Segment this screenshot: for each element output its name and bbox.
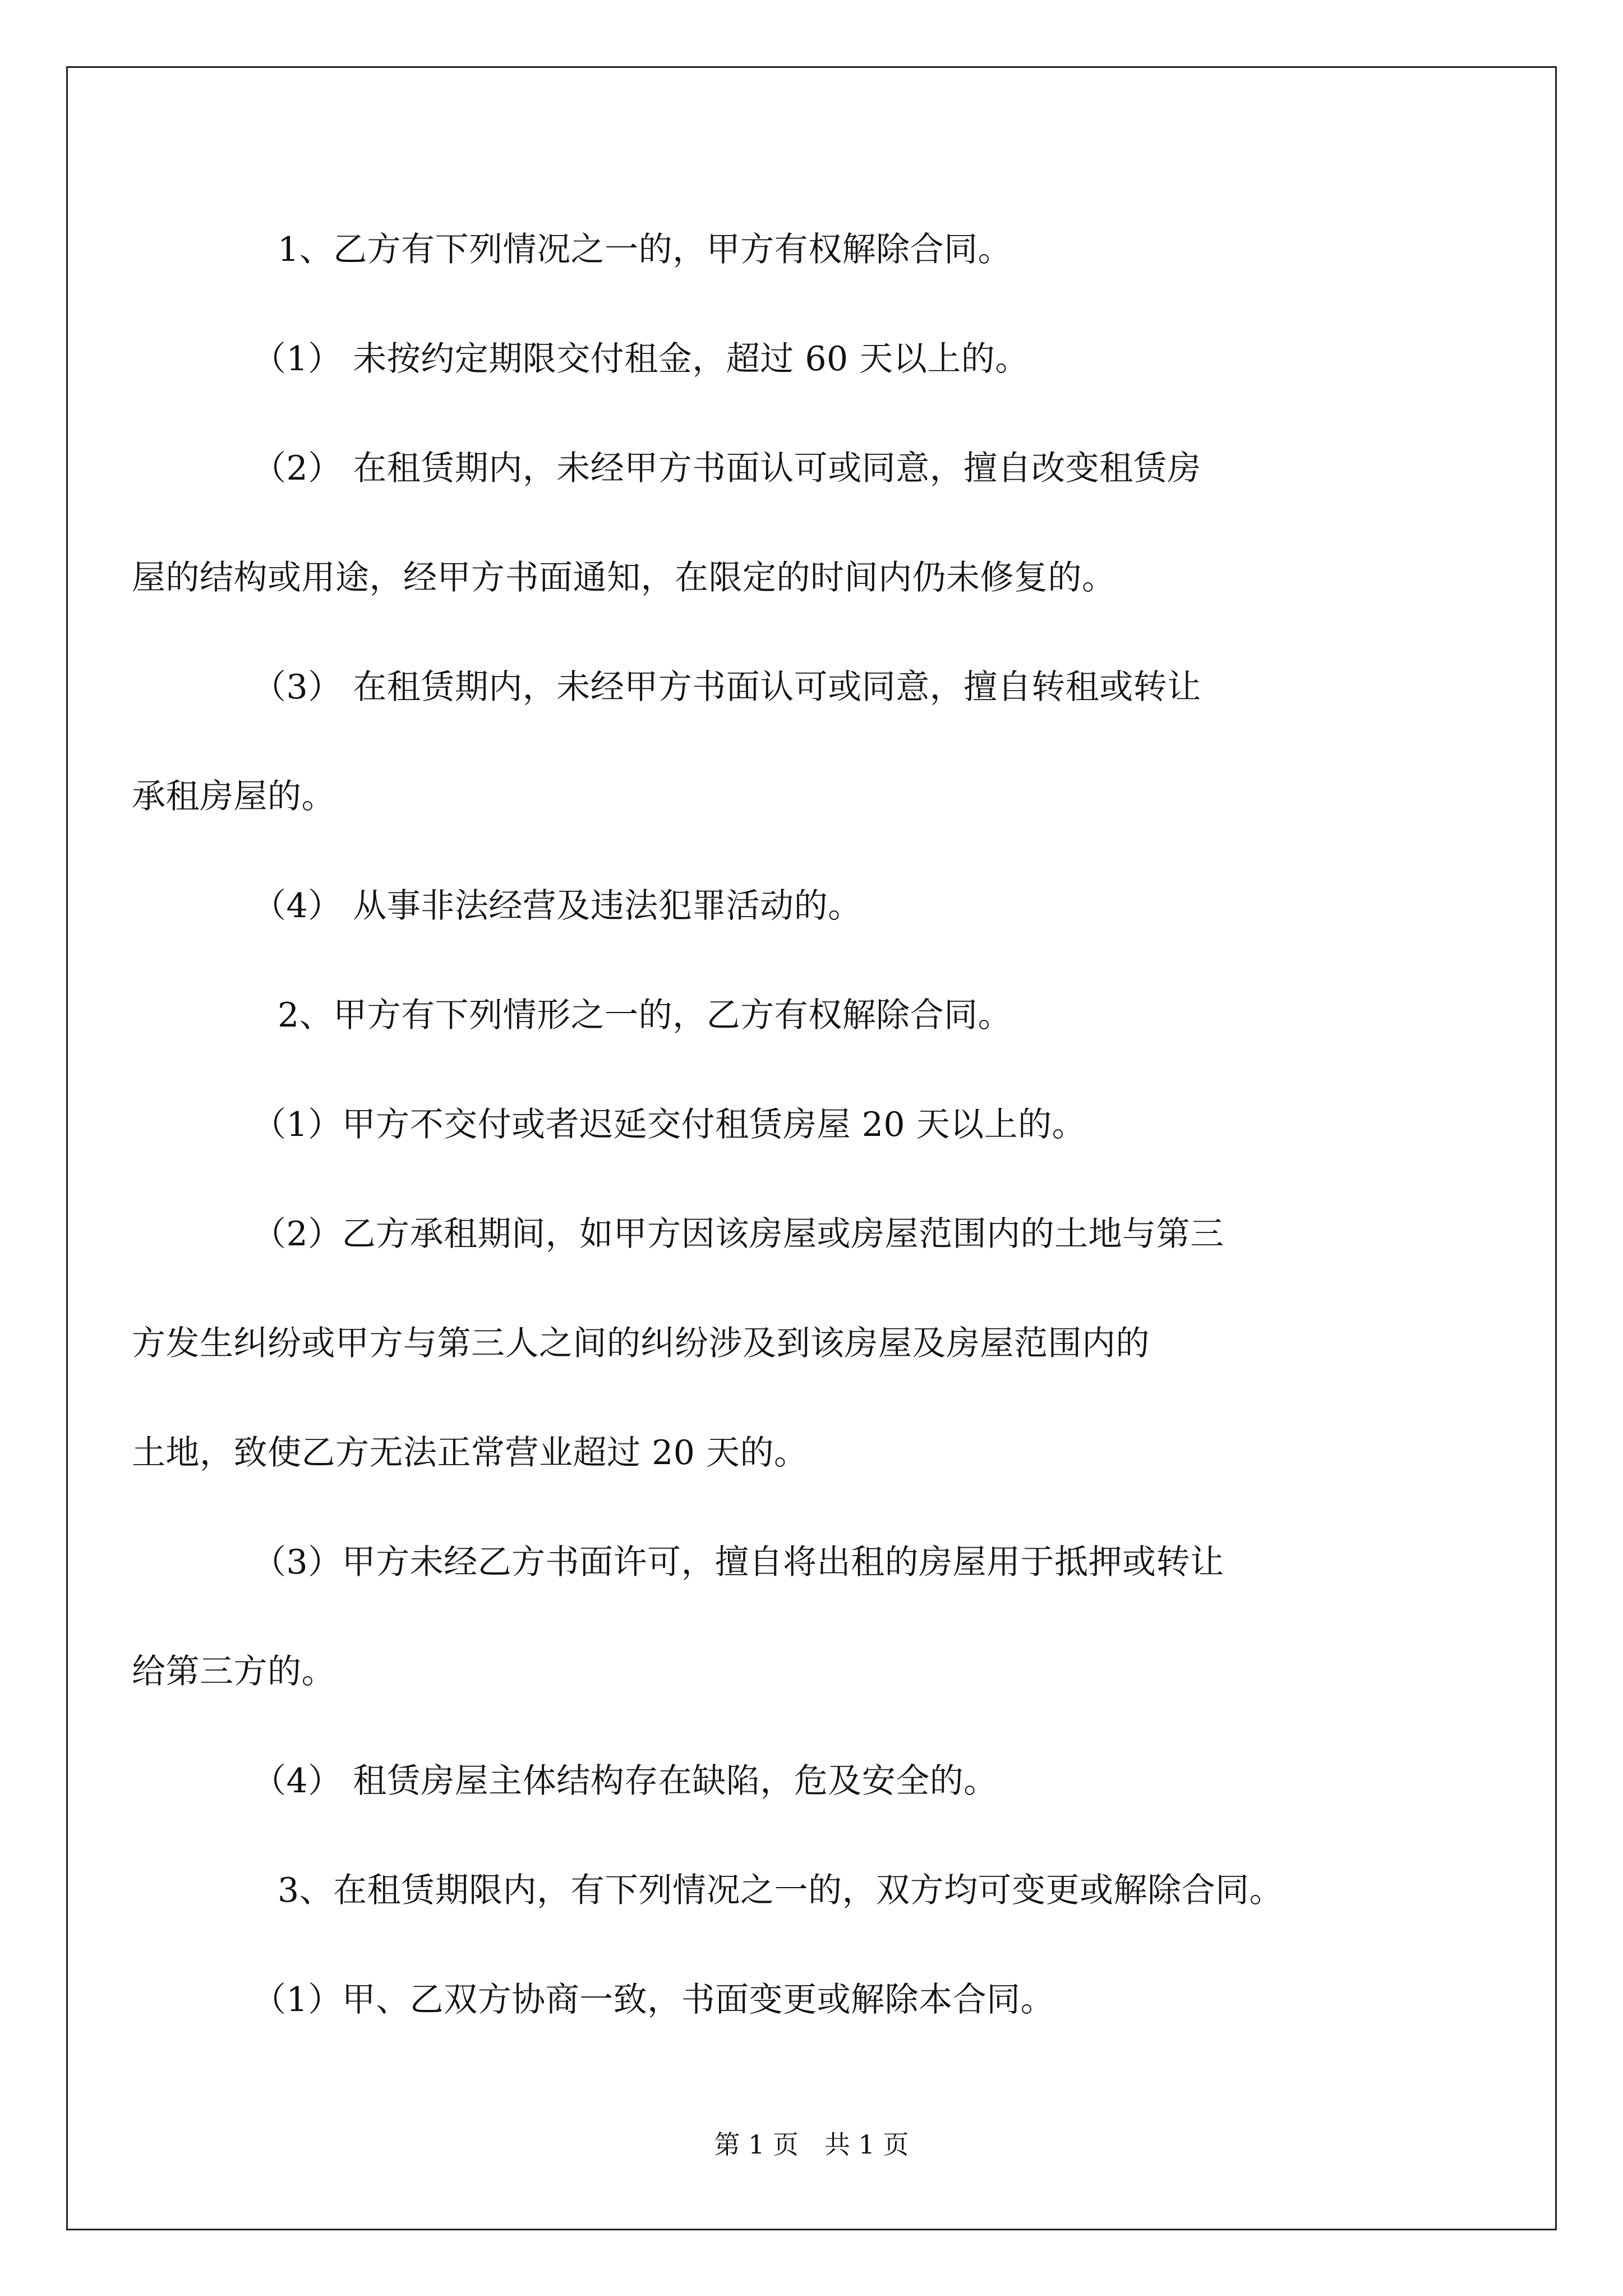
clause-1-item-2-line-2: 屋的结构或用途，经甲方书面通知，在限定的时间内仍未修复的。 bbox=[132, 558, 1116, 597]
clause-1-heading: 1、乙方有下列情况之一的，甲方有权解除合同。 bbox=[278, 230, 1012, 269]
clause-2-item-1: （1）甲方不交付或者迟延交付租赁房屋 20 天以上的。 bbox=[252, 1105, 1086, 1144]
clause-2-item-4: （4） 租赁房屋主体结构存在缺陷，危及安全的。 bbox=[252, 1761, 998, 1801]
clause-2-item-3-line-2: 给第三方的。 bbox=[132, 1652, 335, 1691]
clause-3-item-1: （1）甲、乙双方协商一致，书面变更或解除本合同。 bbox=[252, 1980, 1055, 2019]
clause-1-item-2-line-1: （2） 在租赁期内，未经甲方书面认可或同意，擅自改变租赁房 bbox=[252, 449, 1201, 488]
clause-2-heading: 2、甲方有下列情形之一的，乙方有权解除合同。 bbox=[278, 996, 1012, 1035]
clause-1-item-3-line-1: （3） 在租赁期内，未经甲方书面认可或同意，擅自转租或转让 bbox=[252, 668, 1201, 707]
clause-1-item-4: （4） 从事非法经营及违法犯罪活动的。 bbox=[252, 886, 862, 926]
clause-1-item-1: （1） 未按约定期限交付租金，超过 60 天以上的。 bbox=[252, 339, 1029, 379]
clause-2-item-2-line-1: （2）乙方承租期间，如甲方因该房屋或房屋范围内的土地与第三 bbox=[252, 1214, 1224, 1254]
page-footer: 第 1 页 共 1 页 bbox=[714, 2129, 909, 2160]
clause-2-item-2-line-3: 土地，致使乙方无法正常营业超过 20 天的。 bbox=[132, 1433, 808, 1473]
clause-1-item-3-line-2: 承租房屋的。 bbox=[132, 777, 335, 816]
clause-2-item-3-line-1: （3）甲方未经乙方书面许可，擅自将出租的房屋用于抵押或转让 bbox=[252, 1543, 1224, 1582]
clause-3-heading: 3、在租赁期限内，有下列情况之一的，双方均可变更或解除合同。 bbox=[278, 1871, 1284, 1910]
clause-2-item-2-line-2: 方发生纠纷或甲方与第三人之间的纠纷涉及到该房屋及房屋范围内的 bbox=[132, 1324, 1150, 1363]
